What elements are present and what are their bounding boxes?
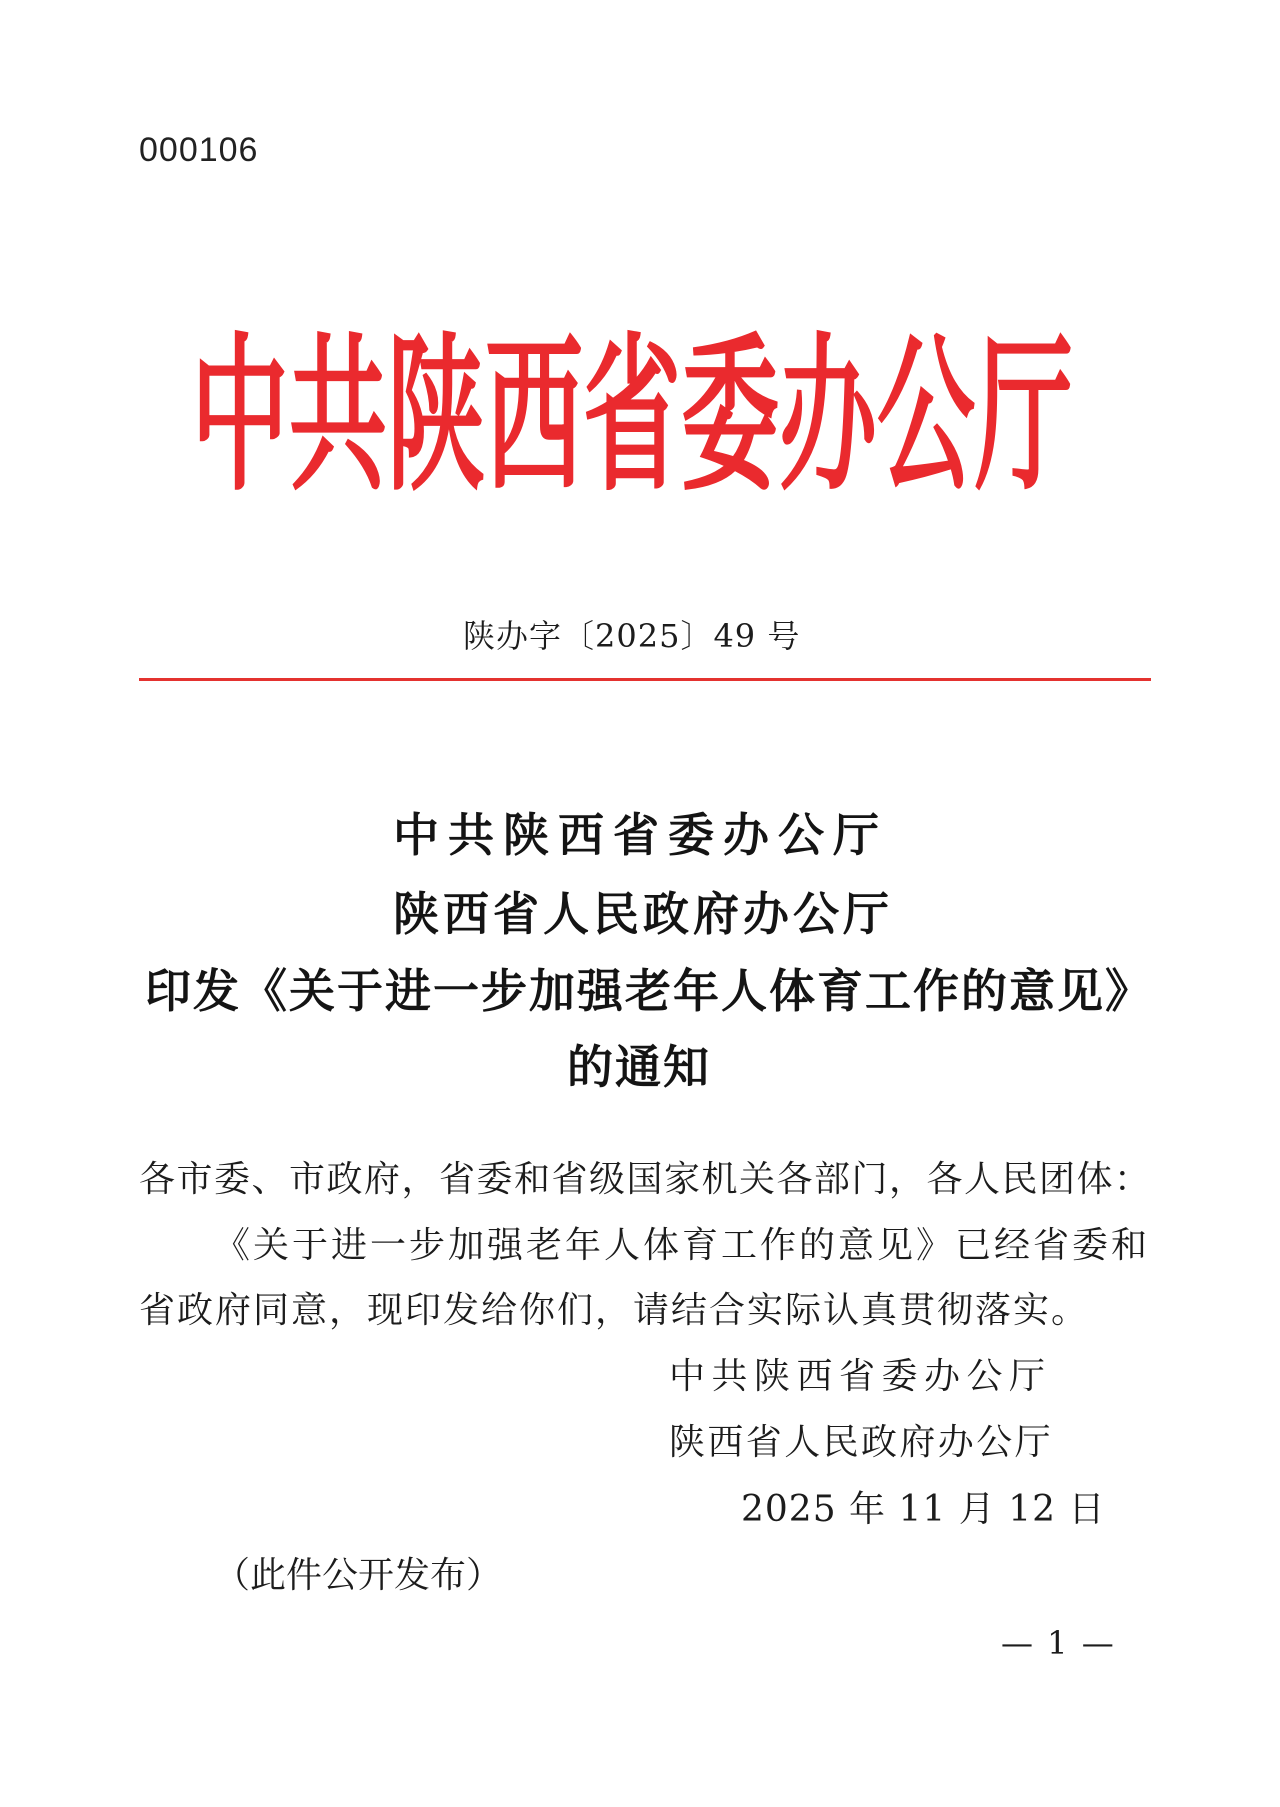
document-serial-code: 000106 [139,131,259,169]
signature-date: 2025 年 11 月 12 日 [741,1489,1106,1530]
page-number: — 1 — [1001,1624,1116,1662]
title-line: 中共陕西省委办公厅 [393,808,888,862]
title-line: 陕西省人民政府办公厅 [393,887,893,941]
title-line: 的通知 [567,1040,711,1094]
body-paragraph-line: 省政府同意，现印发给你们，请结合实际认真贯彻落实。 [139,1290,1090,1331]
signature-issuer: 陕西省人民政府办公厅 [669,1422,1054,1463]
signature-issuer: 中共陕西省委办公厅 [669,1356,1052,1397]
red-separator-rule [139,678,1151,681]
document-number: 陕办字〔2025〕49 号 [463,617,801,655]
red-header-issuer-banner: 中共陕西省委办公厅 [191,319,1074,516]
body-paragraph-line: 《关于进一步加强老年人体育工作的意见》已经省委和 [214,1225,1151,1266]
salutation: 各市委、市政府，省委和省级国家机关各部门，各人民团体： [139,1159,1152,1200]
title-line: 印发《关于进一步加强老年人体育工作的意见》 [145,964,1153,1018]
publication-note: （此件公开发布） [214,1555,503,1596]
